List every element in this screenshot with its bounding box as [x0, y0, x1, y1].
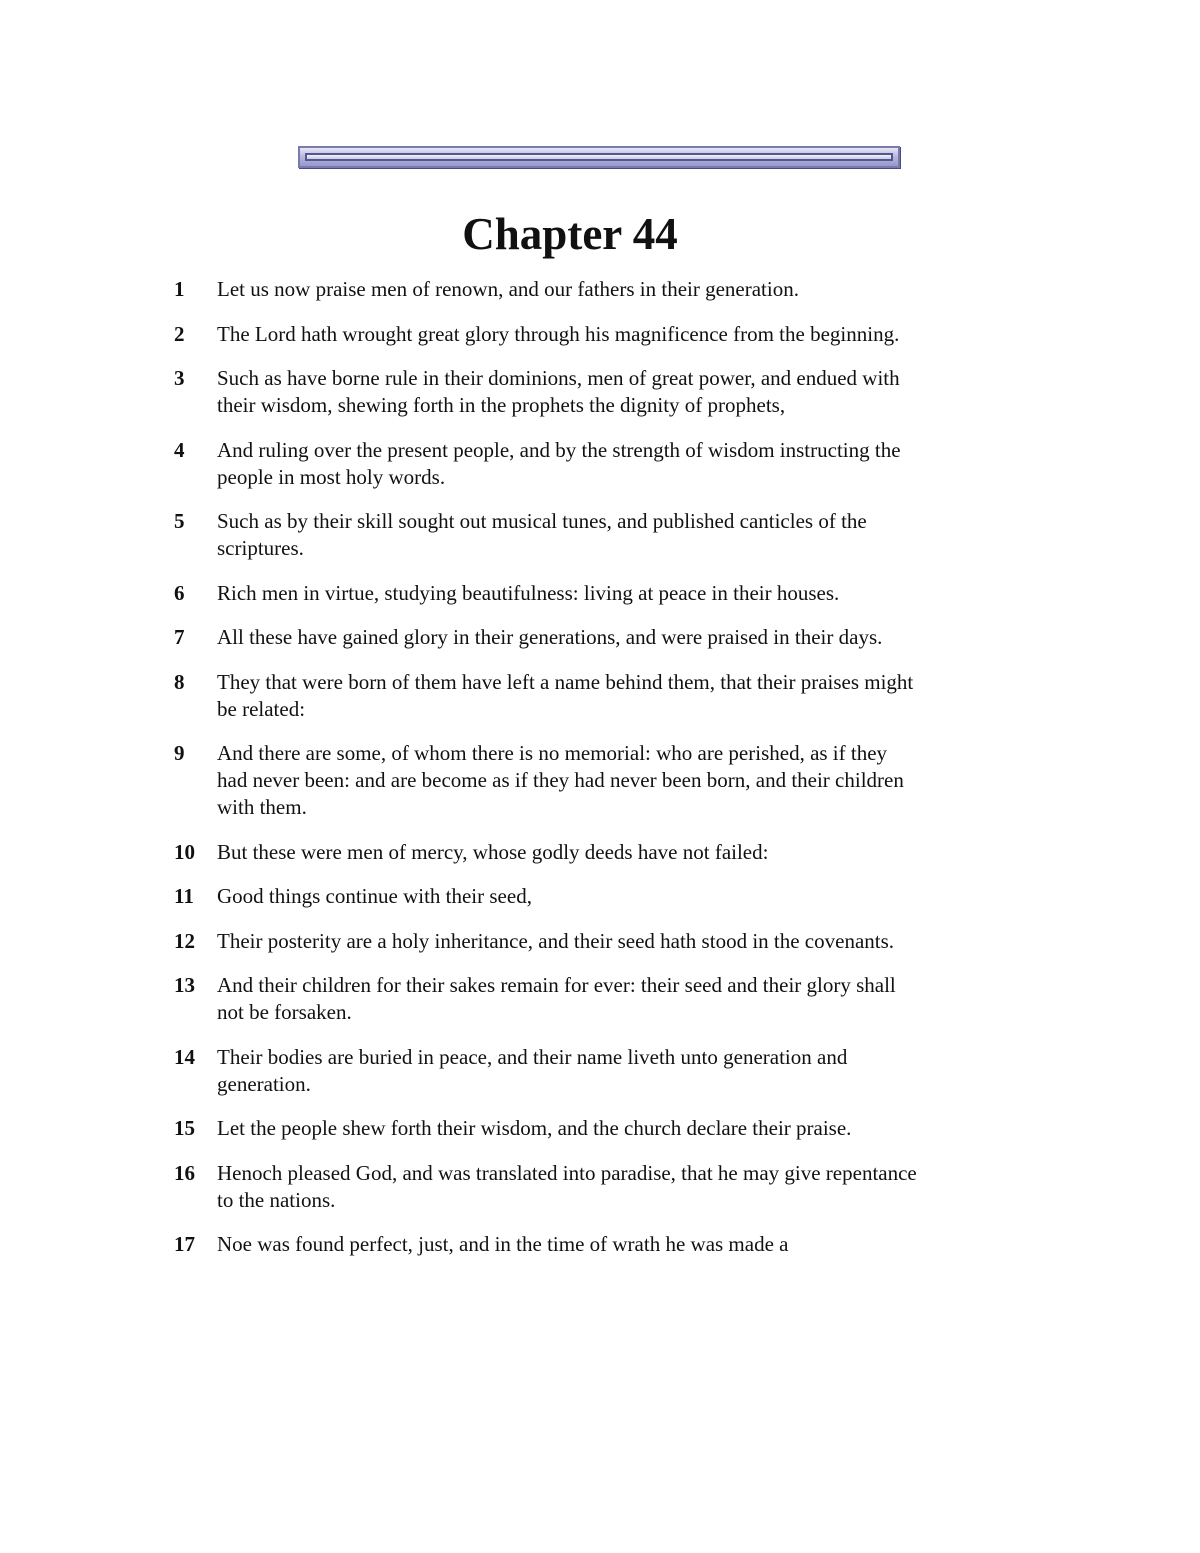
- verse-number: 17: [174, 1232, 195, 1256]
- verse-text: All these have gained glory in their generations, and were praised in their days.: [217, 625, 883, 649]
- verse-number: 16: [174, 1160, 195, 1185]
- verse-10: [174, 839, 934, 866]
- verse-number: 5: [174, 509, 185, 533]
- verse-number: 7: [174, 625, 185, 649]
- verse-text: The Lord hath wrought great glory through his magnificence from the beginning.: [217, 321, 900, 346]
- verse-14: [174, 1044, 934, 1098]
- verse-text: They that were born of them have left a name behind them, that their praises might be related:: [217, 669, 914, 721]
- verse-text: And their children for their sakes remain for ever: their seed and their glory shall not be forsaken.: [217, 973, 896, 1024]
- verse-15: [174, 1115, 934, 1142]
- verse-number: 8: [174, 669, 185, 694]
- verse-7: [174, 624, 934, 651]
- verse-number: 9: [174, 741, 185, 765]
- verse-number: 10: [174, 839, 195, 864]
- verse-number: 11: [174, 884, 194, 908]
- verse-4: [174, 437, 934, 491]
- verse-text: Rich men in virtue, studying beautifulness: living at peace in their houses.: [217, 580, 840, 605]
- verse-1: [174, 276, 934, 303]
- verse-text: Their posterity are a holy inheritance, and their seed hath stood in the covenants.: [217, 928, 895, 953]
- verse-text: But these were men of mercy, whose godly deeds have not failed:: [217, 839, 769, 864]
- header-rule-inner: [305, 153, 893, 161]
- verse-text: Such as have borne rule in their dominions, men of great power, and endued with their wisdom, shewing forth in the prophets the dignity of prophets,: [217, 366, 900, 417]
- verse-number: 2: [174, 321, 185, 346]
- verse-text: Let the people shew forth their wisdom, and the church declare their praise.: [217, 1116, 852, 1140]
- verse-text: And ruling over the present people, and by the strength of wisdom instructing the people in most holy words.: [217, 437, 901, 489]
- verse-16: [174, 1160, 934, 1214]
- verse-9: [174, 740, 934, 821]
- verse-8: [174, 669, 934, 723]
- verse-list: [174, 276, 934, 1276]
- verse-2: [174, 321, 934, 348]
- verse-17: [174, 1231, 934, 1258]
- verse-text: Such as by their skill sought out musical tunes, and published canticles of the scriptures.: [217, 509, 867, 560]
- verse-number: 12: [174, 928, 195, 953]
- verse-number: 13: [174, 973, 195, 997]
- verse-text: Henoch pleased God, and was translated into paradise, that he may give repentance to the nations.: [217, 1160, 917, 1212]
- verse-number: 4: [174, 437, 185, 462]
- verse-3: [174, 365, 934, 419]
- verse-text: Their bodies are buried in peace, and their name liveth unto generation and generation.: [217, 1044, 848, 1096]
- verse-11: [174, 883, 934, 910]
- verse-number: 6: [174, 580, 185, 605]
- verse-5: [174, 508, 934, 562]
- verse-number: 1: [174, 277, 185, 301]
- verse-text: And there are some, of whom there is no memorial: who are perished, as if they had never been: and are become as if they had never been born, and their children with them.: [217, 741, 904, 819]
- verse-text: Good things continue with their seed,: [217, 884, 532, 908]
- verse-6: [174, 580, 934, 607]
- verse-number: 3: [174, 366, 185, 390]
- verse-number: 14: [174, 1044, 195, 1069]
- chapter-title: Chapter 44: [462, 209, 678, 259]
- verse-number: 15: [174, 1116, 195, 1140]
- header-decorative-rule: [298, 146, 900, 168]
- verse-text: Noe was found perfect, just, and in the time of wrath he was made a: [217, 1232, 789, 1256]
- verse-12: [174, 928, 934, 955]
- verse-text: Let us now praise men of renown, and our fathers in their generation.: [217, 277, 799, 301]
- verse-13: [174, 972, 934, 1026]
